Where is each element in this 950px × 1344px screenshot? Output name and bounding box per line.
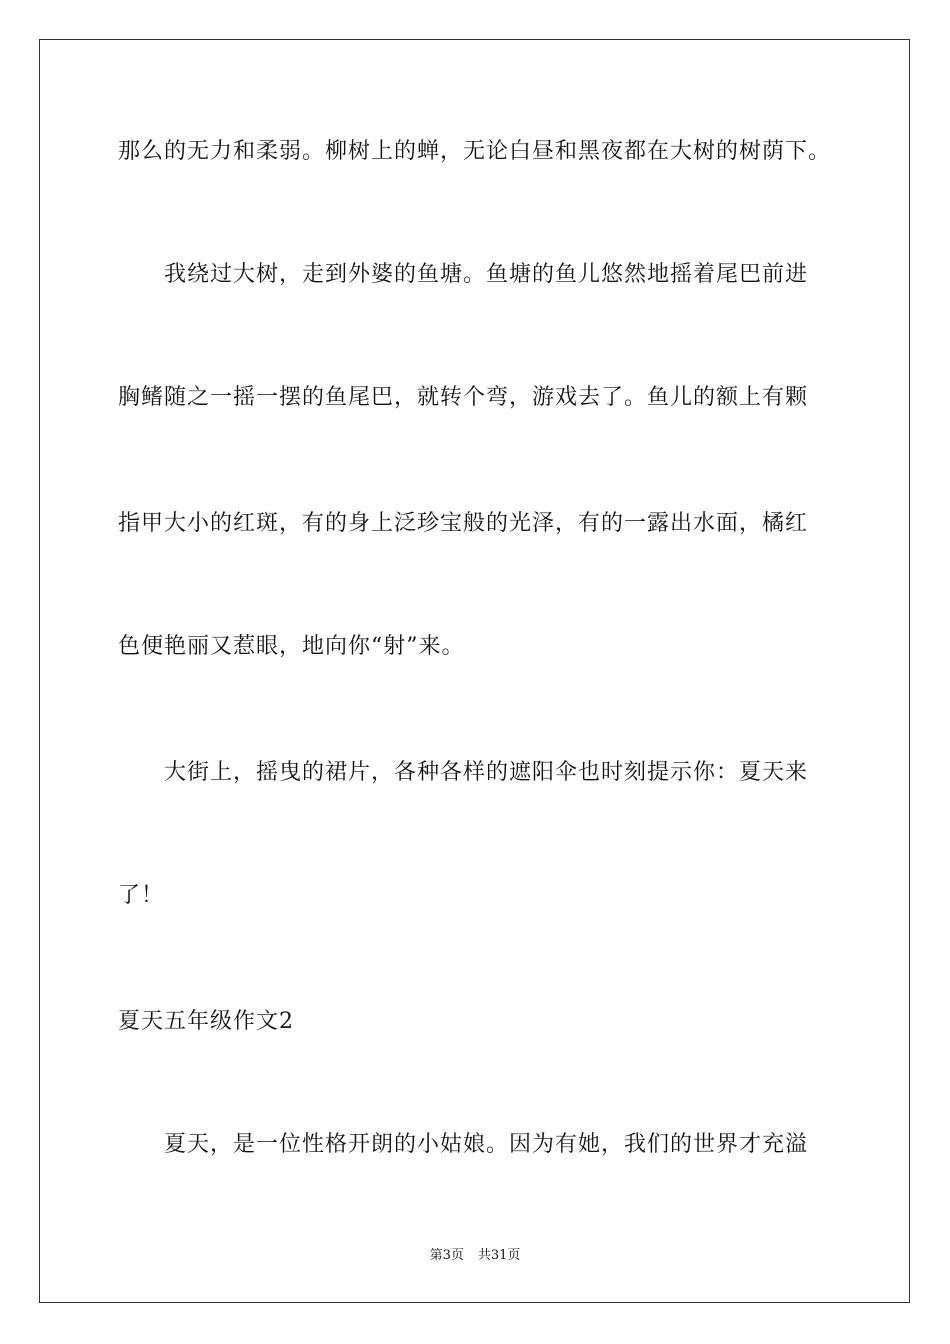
page-border [39,39,910,1303]
page-number: 第3页 [429,1248,464,1263]
paragraph-line: 大街上，摇曳的裙片，各种各样的遮阳伞也时刻提示你：夏天来 [164,760,809,785]
paragraph-line: 胸鳍随之一摇一摆的鱼尾巴，就转个弯，游戏去了。鱼儿的额上有颗 [118,385,809,410]
paragraph-line: 了！ [118,883,165,908]
paragraph-line: 我绕过大树，走到外婆的鱼塘。鱼塘的鱼儿悠然地摇着尾巴前进 [164,262,809,287]
page-footer [0,1248,950,1264]
paragraph-line: 那么的无力和柔弱。柳树上的蝉，无论白昼和黑夜都在大树的树荫下。 [118,139,832,164]
paragraph-line: 色便艳丽又惹眼，地向你“射”来。 [118,634,465,659]
paragraph-line: 夏天，是一位性格开朗的小姑娘。因为有她，我们的世界才充溢 [164,1132,809,1157]
section-heading: 夏天五年级作文2 [118,1009,294,1034]
paragraph-line: 指甲大小的红斑，有的身上泛珍宝般的光泽，有的一露出水面，橘红 [118,511,809,536]
page-total: 共31页 [477,1248,521,1263]
